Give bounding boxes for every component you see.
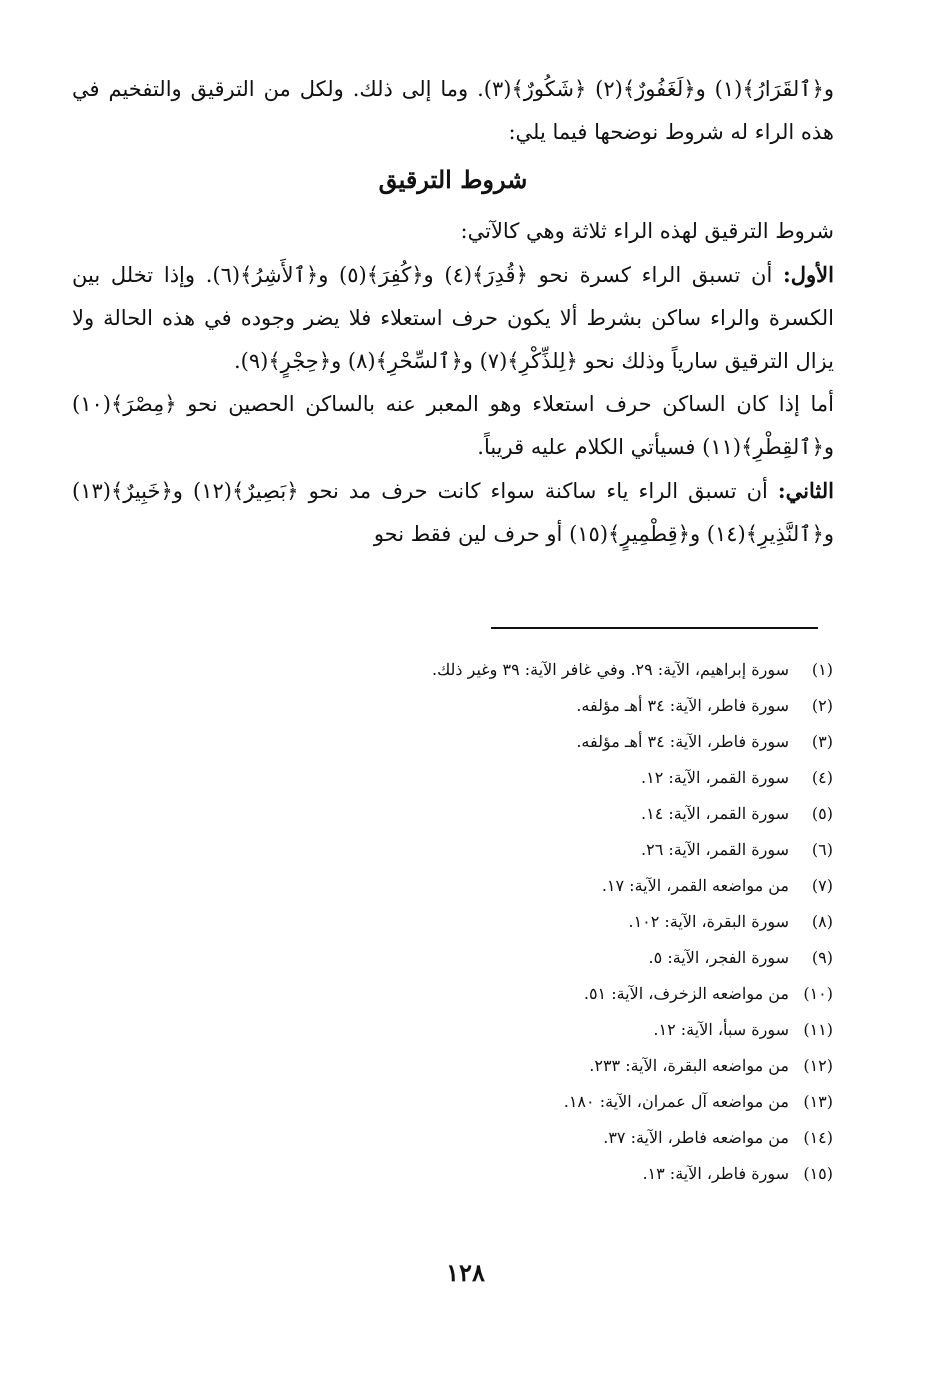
footnote xyxy=(313,1048,833,1084)
second-condition-label: الثاني: xyxy=(777,478,834,503)
footnote-text: سورة القمر، الآية: ١٤. xyxy=(641,804,789,823)
footnote-text: من مواضعه القمر، الآية: ١٧. xyxy=(601,876,789,895)
footnote-number: (١٥) xyxy=(803,1164,833,1183)
footnote xyxy=(313,1084,833,1120)
first-condition-label: الأول: xyxy=(783,262,834,287)
paragraph-conditions: شروط الترقيق لهذه الراء ثلاثة وهي كالآتي: xyxy=(460,219,834,243)
footnote xyxy=(313,688,833,724)
page-number: ١٢٨ xyxy=(446,1258,485,1287)
footnote-text: سورة فاطر، الآية: ٣٤ أهـ مؤلفه. xyxy=(576,696,789,715)
footnote-text: من مواضعه البقرة، الآية: ٢٣٣. xyxy=(589,1056,789,1075)
footnote xyxy=(313,1156,833,1192)
first-condition-text: أن تسبق الراء كسرة نحو ﴿قُدِرَ﴾(٤) و﴿كُفِرَ﴾(٥) و﴿ٱلأَشِرُ﴾(٦). وإذا تخلل بين الكسرة والراء ساكن بشرط ألا يكون حرف استعلاء فلا يضر وجوده في هذه الحالة ولا يزال الترقيق سارياً وذلك نحو ﴿لِلذِّكْرِ﴾(٧) و﴿ٱلسِّحْرِ﴾(٨) و﴿حِجْرٍ﴾(٩). xyxy=(72,263,834,373)
footnote-number: (١١) xyxy=(803,1020,833,1039)
footnote-number: (١) xyxy=(811,660,833,679)
section-heading: شروط الترقيق xyxy=(378,165,528,194)
footnote xyxy=(313,652,833,688)
footnote-text: سورة القمر، الآية: ٢٦. xyxy=(641,840,789,859)
paragraph-first-condition xyxy=(72,253,834,383)
footnote-text: من مواضعه فاطر، الآية: ٣٧. xyxy=(603,1128,789,1147)
paragraph-second-condition xyxy=(72,469,834,556)
footnote-number: (٢) xyxy=(811,696,833,715)
footnote xyxy=(313,832,833,868)
footnote xyxy=(313,724,833,760)
footnote-number: (٨) xyxy=(811,912,833,931)
footnote xyxy=(313,1012,833,1048)
footnote xyxy=(313,976,833,1012)
footnote-text: سورة الفجر، الآية: ٥. xyxy=(648,948,789,967)
footnote-text: سورة القمر، الآية: ١٢. xyxy=(641,768,789,787)
footnote xyxy=(313,796,833,832)
footnote xyxy=(313,940,833,976)
footnote-number: (١٠) xyxy=(803,984,833,1003)
footnote xyxy=(313,760,833,796)
paragraph-isti-la: أما إذا كان الساكن حرف استعلاء وهو المعبر عنه بالساكن الحصين نحو ﴿مِصْرَ﴾(١٠) و﴿ٱلقِطْرِ﴾(١١) فسيأتي الكلام عليه قريباً. xyxy=(72,392,834,459)
footnote-number: (٥) xyxy=(811,804,833,823)
footnote-number: (٦) xyxy=(811,840,833,859)
footnote-number: (٩) xyxy=(811,948,833,967)
main-text xyxy=(72,68,834,556)
footnote-text: سورة البقرة، الآية: ١٠٢. xyxy=(628,912,789,931)
footnote-text: سورة فاطر، الآية: ٣٤ أهـ مؤلفه. xyxy=(576,732,789,751)
footnote-text: من مواضعه الزخرف، الآية: ٥١. xyxy=(583,984,789,1003)
footnote-number: (٣) xyxy=(811,732,833,751)
footnote-number: (١٢) xyxy=(803,1056,833,1075)
footnote xyxy=(313,1120,833,1156)
footnote-text: سورة فاطر، الآية: ١٣. xyxy=(642,1164,789,1183)
footnote-separator xyxy=(491,627,818,629)
second-condition-text: أن تسبق الراء ياء ساكنة سواء كانت حرف مد نحو ﴿بَصِيرٌ﴾(١٢) و﴿خَبِيرٌ﴾(١٣) و﴿ٱلنَّذِيرِ﴾(١٤) و﴿قِطْمِيرٍ﴾(١٥) أو حرف لين فقط نحو xyxy=(72,479,834,546)
paragraph-intro: و﴿ٱلقَرَارُ﴾(١) و﴿لَغَفُورٌ﴾(٢) ﴿شَكُورٌ﴾(٣). وما إلى ذلك. ولكل من الترقيق والتفخيم في هذه الراء له شروط نوضحها فيما يلي: xyxy=(72,77,834,144)
footnote-number: (١٤) xyxy=(803,1128,833,1147)
footnote-text: سورة سبأ، الآية: ١٢. xyxy=(653,1020,789,1039)
footnotes-list xyxy=(313,652,833,1192)
footnote-text: سورة إبراهيم، الآية: ٢٩. وفي غافر الآية: ٣٩ وغير ذلك. xyxy=(431,660,789,679)
footnote-number: (٧) xyxy=(811,876,833,895)
footnote xyxy=(313,904,833,940)
footnote-number: (٤) xyxy=(811,768,833,787)
footnote xyxy=(313,868,833,904)
footnote-text: من مواضعه آل عمران، الآية: ١٨٠. xyxy=(563,1092,789,1111)
footnote-number: (١٣) xyxy=(803,1092,833,1111)
